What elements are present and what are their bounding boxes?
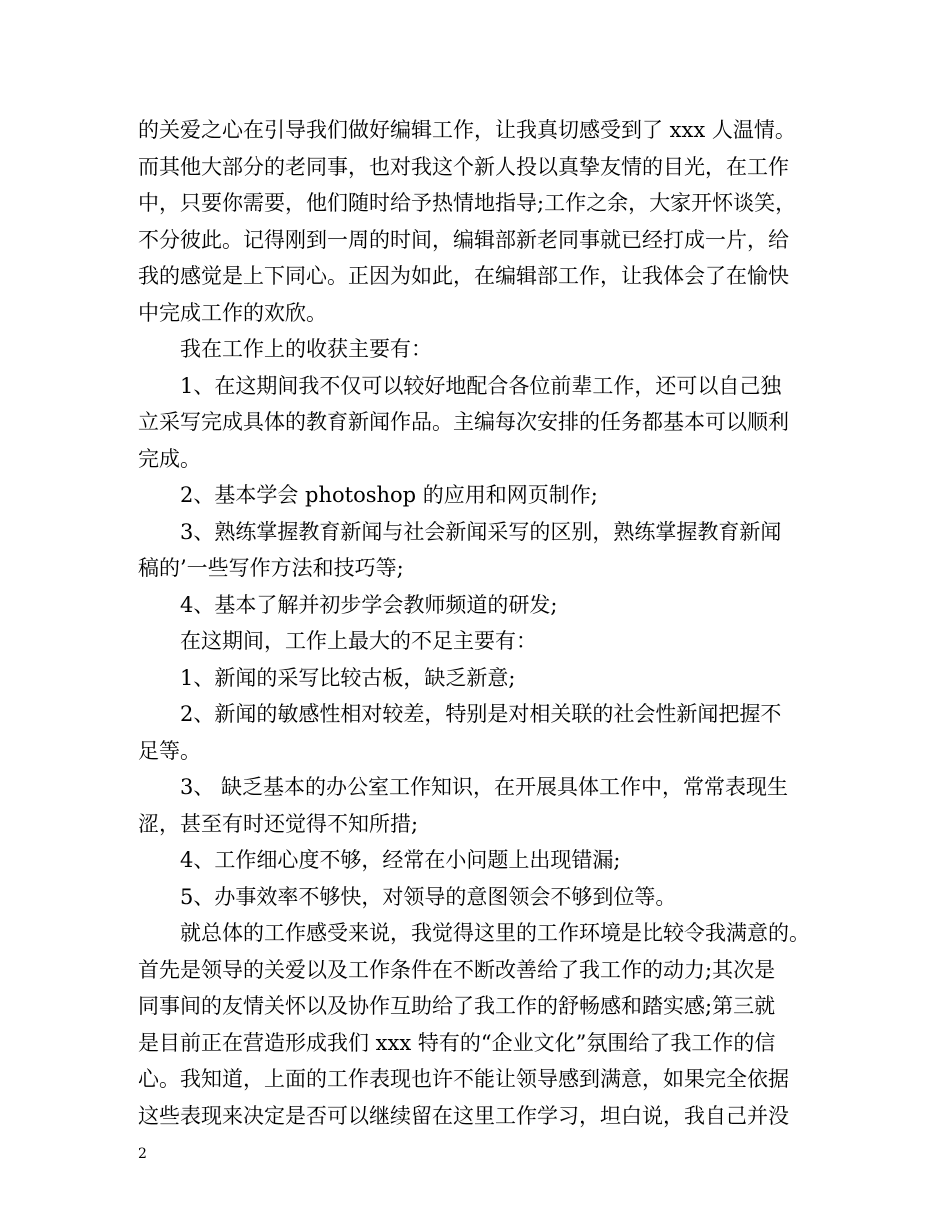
text-line: 就总体的工作感受来说，我觉得这里的工作环境是比较令我满意的。 [180,921,810,945]
text-line: 中，只要你需要，他们随时给予热情地指导;工作之余，大家开怀谈笑， [138,191,797,215]
text-line: 我在工作上的收获主要有： [180,337,432,361]
text-line: 1、新闻的采写比较古板，缺乏新意; [180,665,516,690]
text-line: 4、基本了解并初步学会教师频道的研发; [180,592,558,617]
text-line: 不分彼此。记得刚到一周的时间，编辑部新老同事就已经打成一片，给 [138,227,789,252]
text-line: 5、办事效率不够快，对领导的意图领会不够到位等。 [180,884,677,909]
text-line: 涩，甚至有时还觉得不知所措; [138,811,419,836]
page-number: 2 [138,1146,147,1162]
text-line: 在这期间，工作上最大的不足主要有： [180,629,537,653]
text-line: 1、在这期间我不仅可以较好地配合各位前辈工作，还可以自己独 [180,373,782,398]
text-line: 3、 缺乏基本的办公室工作知识，在开展具体工作中，常常表现生 [180,775,789,799]
text-line: 同事间的友情关怀以及协作互助给了我工作的舒畅感和踏实感;第三就 [138,994,776,1018]
text-line: 完成。 [138,446,201,471]
text-line: 足等。 [138,738,201,763]
body-text [138,112,828,1134]
text-line: 4、工作细心度不够，经常在小问题上出现错漏; [180,848,621,872]
text-line: 立采写完成具体的教育新闻作品。主编每次安排的任务都基本可以顺利 [138,410,789,434]
text-line: 的关爱之心在引导我们做好编辑工作，让我真切感受到了 xxx 人温情。 [138,118,796,142]
text-line: 首先是领导的关爱以及工作条件在不断改善给了我工作的动力;其次是 [138,957,776,982]
text-line: 是目前正在营造形成我们 xxx 特有的“企业文化”氛围给了我工作的信 [138,1030,776,1055]
text-line: 2、基本学会 photoshop 的应用和网页制作; [180,483,598,507]
text-line: 心。我知道，上面的工作表现也许不能让领导感到满意，如果完全依据 [138,1067,789,1091]
text-line: 中完成工作的欢欣。 [138,300,327,325]
text-line: 这些表现来决定是否可以继续留在这里工作学习，坦白说，我自己并没 [138,1103,789,1128]
text-line: 而其他大部分的老同事，也对我这个新人投以真挚友情的目光，在工作 [138,154,789,179]
text-line: 稿的’一些写作方法和技巧等; [138,556,404,580]
text-line: 我的感觉是上下同心。正因为如此，在编辑部工作，让我体会了在愉快 [138,264,789,288]
text-line: 3、熟练掌握教育新闻与社会新闻采写的区别，熟练掌握教育新闻 [180,519,782,544]
text-line: 2、新闻的敏感性相对较差，特别是对相关联的社会性新闻把握不 [180,702,782,726]
